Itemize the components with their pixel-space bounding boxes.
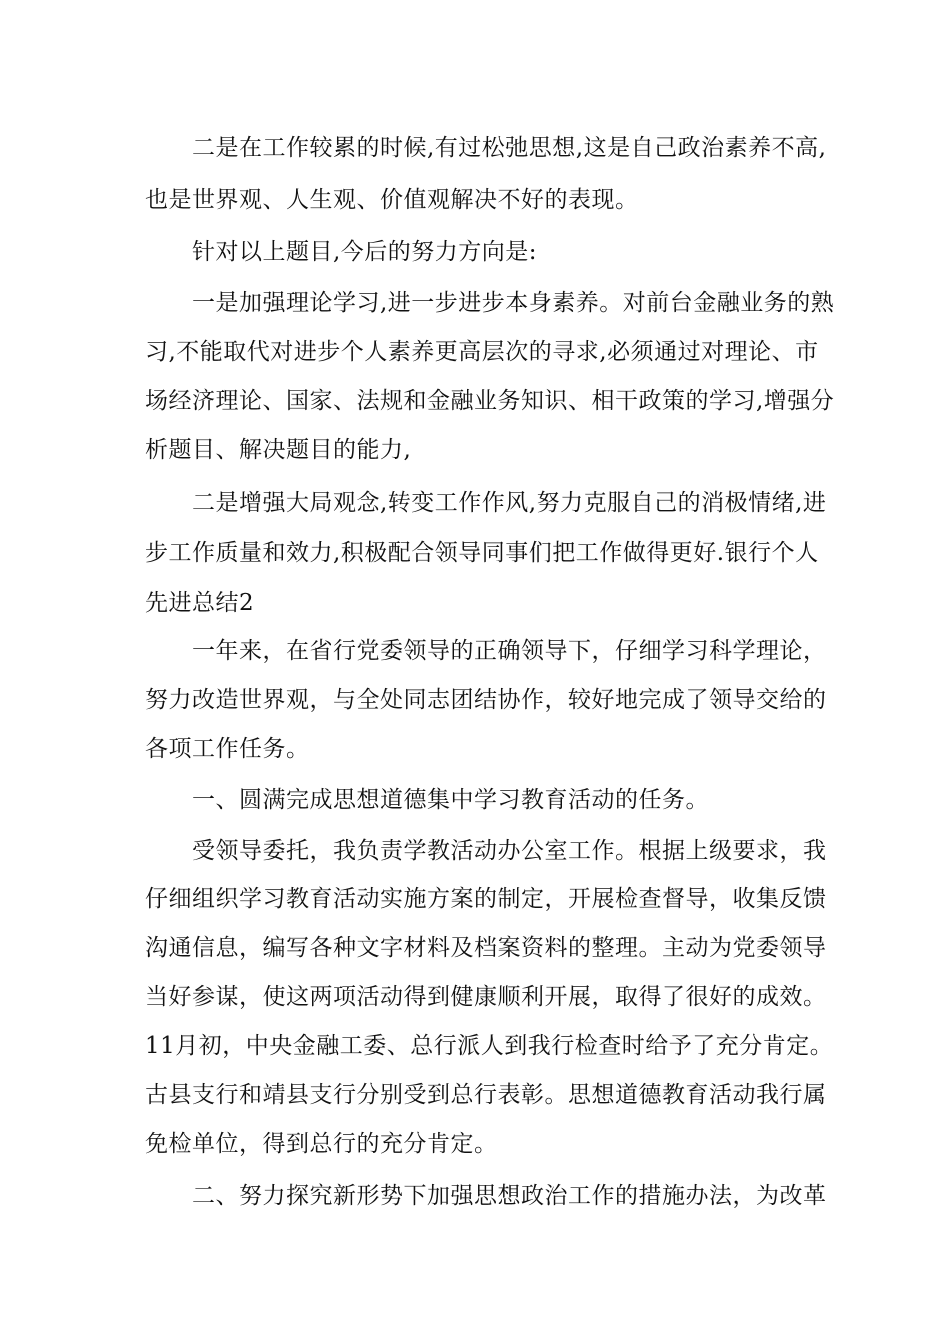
paragraph-line: 二是在工作较累的时候,有过松弛思想,这是自己政治素养不高, (192, 135, 827, 161)
paragraph-line: 各项工作任务。 (145, 736, 310, 762)
paragraph-line: 仔细组织学习教育活动实施方案的制定，开展检查督导，收集反馈 (145, 886, 827, 912)
paragraph-line: 二是增强大局观念,转变工作作风,努力克服自己的消极情绪,进 (192, 490, 827, 516)
paragraph-line: 析题目、解决题目的能力, (145, 437, 412, 463)
paragraph-line: 努力改造世界观，与全处同志团结协作，较好地完成了领导交给的 (145, 687, 827, 713)
paragraph-line: 也是世界观、人生观、价值观解决不好的表现。 (145, 187, 639, 213)
paragraph-line: 一是加强理论学习,进一步进步本身素养。对前台金融业务的熟 (192, 290, 835, 316)
paragraph-line: 免检单位，得到总行的充分肯定。 (145, 1131, 498, 1157)
paragraph-line: 针对以上题目,今后的努力方向是: (192, 239, 538, 265)
section-heading-line: 二、努力探究新形势下加强思想政治工作的措施办法，为改革 (192, 1183, 827, 1209)
paragraph-line: 场经济理论、国家、法规和金融业务知识、相干政策的学习,增强分 (145, 388, 835, 414)
paragraph-line: 古县支行和靖县支行分别受到总行表彰。思想道德教育活动我行属 (145, 1082, 827, 1108)
section-heading-line: 先进总结2 (145, 590, 255, 616)
paragraph-line: 步工作质量和效力,积极配合领导同事们把工作做得更好.银行个人 (145, 540, 819, 566)
section-heading-line: 一、圆满完成思想道德集中学习教育活动的任务。 (192, 787, 709, 813)
paragraph-line: 11月初，中央金融工委、总行派人到我行检查时给予了充分肯定。 (145, 1033, 834, 1059)
paragraph-line: 一年来，在省行党委领导的正确领导下，仔细学习科学理论， (192, 638, 827, 664)
paragraph-line: 受领导委托，我负责学教活动办公室工作。根据上级要求，我 (192, 838, 827, 864)
paragraph-line: 习,不能取代对进步个人素养更高层次的寻求,必须通过对理论、市 (145, 339, 819, 365)
paragraph-line: 沟通信息，编写各种文字材料及档案资料的整理。主动为党委领导 (145, 935, 827, 961)
paragraph-line: 当好参谋，使这两项活动得到健康顺利开展，取得了很好的成效。 (145, 984, 827, 1010)
